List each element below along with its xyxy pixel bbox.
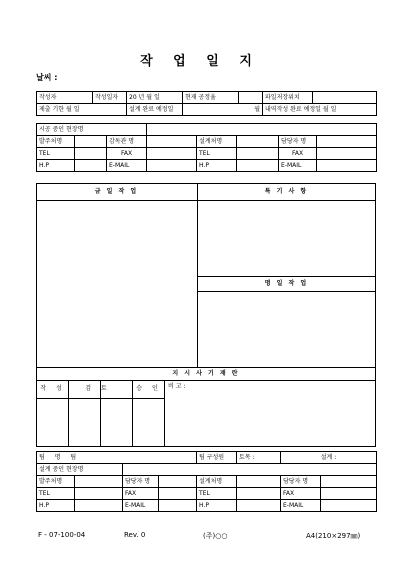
- form-number: F - 07-100-04: [38, 531, 86, 539]
- hp-value[interactable]: [75, 160, 107, 172]
- table-row: [37, 476, 377, 488]
- weather-label: 날씨 :: [36, 73, 58, 82]
- tel-value[interactable]: [75, 488, 123, 500]
- hp-value[interactable]: [237, 500, 281, 512]
- fax-value[interactable]: [317, 148, 377, 160]
- tel-label: TEL: [197, 148, 237, 160]
- fax-label: FAX: [279, 148, 317, 160]
- paper-size-label: A4(210×297㎜): [306, 532, 361, 540]
- email-value[interactable]: [321, 500, 377, 512]
- hp-label: H.P: [37, 160, 75, 172]
- divider: [36, 380, 376, 381]
- fax-value[interactable]: [321, 488, 377, 500]
- tel-value[interactable]: [237, 488, 281, 500]
- design-completion-value[interactable]: 월: [183, 104, 263, 116]
- hp-label: H.P: [197, 160, 237, 172]
- client-label: 발주처명: [37, 476, 75, 488]
- tel-label: TEL: [197, 488, 237, 500]
- file-location-value[interactable]: [313, 92, 377, 104]
- divider: [197, 276, 376, 277]
- hp-value[interactable]: [237, 160, 279, 172]
- team-name-field[interactable]: 팀 명 팀: [37, 452, 197, 464]
- progress-value[interactable]: [239, 92, 263, 104]
- header-info-table: [36, 91, 377, 116]
- manager-value[interactable]: [159, 476, 197, 488]
- client-label: 발주처명: [37, 136, 75, 148]
- fax-label: FAX: [123, 488, 159, 500]
- table-row: [37, 92, 377, 104]
- tomorrow-work-header: 명 일 작 업: [264, 280, 309, 287]
- today-work-header: 금 일 작 업: [94, 188, 139, 195]
- page-title: 작 업 일 지: [140, 54, 260, 69]
- special-notes-input[interactable]: [199, 202, 374, 274]
- email-label: E-MAIL: [281, 500, 321, 512]
- table-row: [37, 500, 377, 512]
- table-row: [37, 148, 377, 160]
- team-members-label: 팀 구성원: [197, 452, 237, 464]
- table-row: [37, 104, 377, 116]
- designer-value[interactable]: [237, 476, 281, 488]
- site-name-label: 시공 중인 현장명: [37, 124, 147, 136]
- email-label: E-MAIL: [123, 500, 159, 512]
- progress-label: 현재 공정율: [183, 92, 239, 104]
- deadline-field[interactable]: 제출 기한 월 일: [37, 104, 127, 116]
- designer-label: 설계처명: [197, 476, 237, 488]
- email-value[interactable]: [317, 160, 377, 172]
- file-location-label: 파일저장위치: [263, 92, 313, 104]
- table-row: [37, 452, 377, 464]
- special-notes-header: 특 기 사 항: [264, 188, 309, 195]
- tomorrow-work-input[interactable]: [199, 293, 374, 365]
- fax-value[interactable]: [147, 148, 197, 160]
- today-work-input[interactable]: [38, 202, 195, 365]
- manager-value[interactable]: [321, 476, 377, 488]
- table-row: [37, 160, 377, 172]
- manager-value[interactable]: [317, 136, 377, 148]
- contact-table: [36, 123, 377, 172]
- instructions-header: 지 시 사 기 재 란: [172, 370, 240, 377]
- fax-value[interactable]: [159, 488, 197, 500]
- client-value[interactable]: [75, 476, 123, 488]
- table-row: [37, 136, 377, 148]
- supervisor-value[interactable]: [147, 136, 197, 148]
- remarks-label: 비 고 :: [168, 383, 186, 390]
- civil-field[interactable]: 토목 :: [237, 452, 281, 464]
- supervisor-label: 감독관 명: [107, 136, 147, 148]
- designer-value[interactable]: [237, 136, 279, 148]
- design-site-value[interactable]: [123, 464, 377, 476]
- tel-label: TEL: [37, 488, 75, 500]
- fax-label: FAX: [281, 488, 321, 500]
- manager-label: 담당자 명: [279, 136, 317, 148]
- designer-label: 설계처명: [197, 136, 237, 148]
- client-value[interactable]: [75, 136, 107, 148]
- table-row: [37, 488, 377, 500]
- divider: [164, 380, 165, 447]
- signature-area[interactable]: [68, 399, 164, 446]
- divider: [36, 200, 376, 201]
- date-label: 작성일자: [93, 92, 127, 104]
- company-label: (주)○○: [203, 532, 228, 540]
- tel-value[interactable]: [75, 148, 107, 160]
- estimate-completion-field[interactable]: 내역작성 완료 예정일 월 일: [263, 104, 377, 116]
- table-row: [37, 464, 377, 476]
- table-row: [37, 124, 377, 136]
- tel-label: TEL: [37, 148, 75, 160]
- design-site-label: 설계 중인 현장명: [37, 464, 123, 476]
- email-label: E-MAIL: [107, 160, 147, 172]
- team-table: [36, 451, 377, 512]
- tel-value[interactable]: [237, 148, 279, 160]
- design-field[interactable]: 설계 :: [281, 452, 377, 464]
- manager-label: 담당자 명: [281, 476, 321, 488]
- hp-label: H.P: [37, 500, 75, 512]
- email-value[interactable]: [159, 500, 197, 512]
- revision-label: Rev. 0: [124, 531, 146, 539]
- email-label: E-MAIL: [279, 160, 317, 172]
- hp-value[interactable]: [75, 500, 123, 512]
- divider: [197, 291, 376, 292]
- approval-review-label: 검 토: [85, 385, 111, 392]
- site-name-value[interactable]: [147, 124, 377, 136]
- date-value[interactable]: 20 년 월 일: [127, 92, 183, 104]
- fax-label: FAX: [107, 148, 147, 160]
- manager-label: 담당자 명: [123, 476, 159, 488]
- email-value[interactable]: [147, 160, 197, 172]
- hp-label: H.P: [197, 500, 237, 512]
- approval-approve-label: 승 인: [136, 385, 162, 392]
- author-label: 작성자: [37, 92, 93, 104]
- divider: [197, 183, 198, 367]
- approval-author-label: 작 성: [40, 385, 66, 392]
- design-completion-label: 설계 완료 예정일: [127, 104, 183, 116]
